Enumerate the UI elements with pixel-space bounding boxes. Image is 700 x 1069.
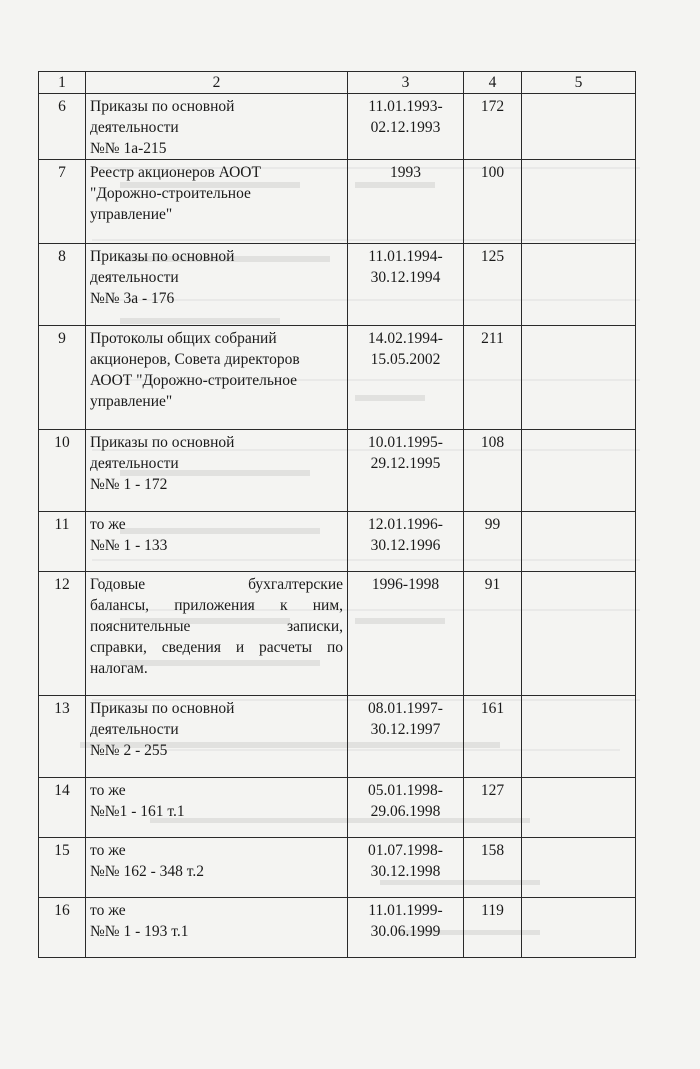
table-row (39, 244, 636, 326)
row-sheet-count: 108 (464, 430, 522, 512)
row-date-line: 29.12.1995 (370, 455, 441, 472)
row-sheet-count: 119 (464, 898, 522, 958)
row-title (86, 326, 348, 430)
row-title-line: "Дорожно-строительное (90, 185, 251, 202)
row-title (86, 898, 348, 958)
row-title (86, 778, 348, 838)
row-number: 10 (39, 430, 86, 512)
row-title-line: №№ 1 - 172 (90, 476, 168, 493)
row-number: 13 (39, 696, 86, 778)
row-date-line: 01.07.1998- (368, 842, 443, 859)
row-note (522, 572, 636, 696)
row-note (522, 838, 636, 898)
row-dates (348, 898, 464, 958)
row-date-line: 30.12.1997 (370, 721, 441, 738)
row-number: 9 (39, 326, 86, 430)
row-sheet-count: 211 (464, 326, 522, 430)
table-row (39, 572, 636, 696)
row-date-line: 14.02.1994- (368, 330, 443, 347)
row-date-line: 11.01.1994- (368, 248, 443, 265)
row-date-line: 05.01.1998- (368, 782, 443, 799)
row-title-line: №№ 1 - 193 т.1 (90, 923, 189, 940)
row-date-line: 30.12.1996 (370, 537, 441, 554)
row-number: 7 (39, 160, 86, 244)
row-title-line: пояснительные записки, (90, 618, 343, 635)
inventory-table (38, 71, 636, 958)
row-sheet-count: 161 (464, 696, 522, 778)
row-title-line: №№ 3а - 176 (90, 290, 175, 307)
row-note (522, 244, 636, 326)
row-date-line: 08.01.1997- (368, 700, 443, 717)
row-title-line: Протоколы общих собраний (90, 330, 277, 347)
row-title (86, 512, 348, 572)
row-number: 6 (39, 94, 86, 160)
table-row (39, 326, 636, 430)
table-row (39, 430, 636, 512)
row-dates (348, 94, 464, 160)
row-date-line: 1996-1998 (371, 576, 440, 593)
row-number: 11 (39, 512, 86, 572)
row-title-line: №№1 - 161 т.1 (90, 803, 185, 820)
table-row (39, 512, 636, 572)
row-title-line: то же (90, 902, 126, 919)
row-note (522, 778, 636, 838)
row-dates (348, 512, 464, 572)
row-title-line: Приказы по основной (90, 434, 235, 451)
table-row (39, 898, 636, 958)
row-title-line: Приказы по основной (90, 700, 235, 717)
row-date-line: 12.01.1996- (368, 516, 443, 533)
row-title-line: №№ 1 - 133 (90, 537, 168, 554)
row-dates (348, 430, 464, 512)
row-title (86, 244, 348, 326)
row-title-line: Приказы по основной (90, 98, 235, 115)
row-date-line: 11.01.1999- (368, 902, 443, 919)
row-title-line: Реестр акционеров АООТ (90, 164, 261, 181)
header-cell-dates: 3 (348, 72, 464, 94)
row-title-line: балансы, приложения к ним, (90, 597, 343, 614)
row-number: 14 (39, 778, 86, 838)
row-title-line: управление" (90, 393, 173, 410)
row-sheet-count: 99 (464, 512, 522, 572)
row-date-line: 1993 (390, 164, 421, 181)
row-note (522, 94, 636, 160)
row-date-line: 11.01.1993- (368, 98, 443, 115)
row-number: 8 (39, 244, 86, 326)
row-title-line: то же (90, 782, 126, 799)
row-dates (348, 244, 464, 326)
row-date-line: 15.05.2002 (370, 351, 441, 368)
row-dates (348, 160, 464, 244)
table-row (39, 778, 636, 838)
row-number: 12 (39, 572, 86, 696)
row-title-line: Приказы по основной (90, 248, 235, 265)
row-note (522, 512, 636, 572)
row-title-line: налогам. (90, 660, 148, 677)
row-sheet-count: 172 (464, 94, 522, 160)
row-date-line: 29.06.1998 (370, 803, 441, 820)
row-note (522, 696, 636, 778)
row-title-line: №№ 1а-215 (90, 140, 167, 157)
row-title (86, 94, 348, 160)
row-date-line: 10.01.1995- (368, 434, 443, 451)
row-title-line: №№ 2 - 255 (90, 742, 168, 759)
header-cell-notes: 5 (522, 72, 636, 94)
row-dates (348, 838, 464, 898)
row-note (522, 430, 636, 512)
row-number: 15 (39, 838, 86, 898)
row-dates (348, 778, 464, 838)
row-date-line: 30.12.1998 (370, 863, 441, 880)
row-title-line: то же (90, 516, 126, 533)
row-title (86, 430, 348, 512)
row-sheet-count: 127 (464, 778, 522, 838)
row-sheet-count: 158 (464, 838, 522, 898)
row-title-line: справки, сведения и расчеты по (90, 639, 343, 656)
row-title (86, 696, 348, 778)
row-sheet-count: 91 (464, 572, 522, 696)
row-sheet-count: 125 (464, 244, 522, 326)
row-date-line: 02.12.1993 (370, 119, 441, 136)
row-title-line: №№ 162 - 348 т.2 (90, 863, 204, 880)
row-date-line: 30.06.1999 (370, 923, 441, 940)
row-title-line: деятельности (90, 721, 179, 738)
table-row (39, 838, 636, 898)
row-title-line: управление" (90, 206, 173, 223)
row-title-line: АООТ "Дорожно-строительное (90, 372, 298, 389)
table-row (39, 94, 636, 160)
row-date-line: 30.12.1994 (370, 269, 441, 286)
row-dates (348, 696, 464, 778)
header-cell-title: 2 (86, 72, 348, 94)
row-note (522, 160, 636, 244)
table-row (39, 696, 636, 778)
table-header-row (39, 72, 636, 94)
row-number: 16 (39, 898, 86, 958)
row-title (86, 838, 348, 898)
row-title-line: деятельности (90, 119, 179, 136)
row-sheet-count: 100 (464, 160, 522, 244)
row-title-line: акционеров, Совета директоров (90, 351, 300, 368)
row-title (86, 160, 348, 244)
row-dates (348, 572, 464, 696)
row-title (86, 572, 348, 696)
header-cell-sheets: 4 (464, 72, 522, 94)
row-title-line: то же (90, 842, 126, 859)
header-cell-number: 1 (39, 72, 86, 94)
row-note (522, 326, 636, 430)
row-dates (348, 326, 464, 430)
table-row (39, 160, 636, 244)
row-title-line: деятельности (90, 455, 179, 472)
row-note (522, 898, 636, 958)
row-title-line: деятельности (90, 269, 179, 286)
row-title-line: Годовые бухгалтерские (90, 576, 343, 593)
